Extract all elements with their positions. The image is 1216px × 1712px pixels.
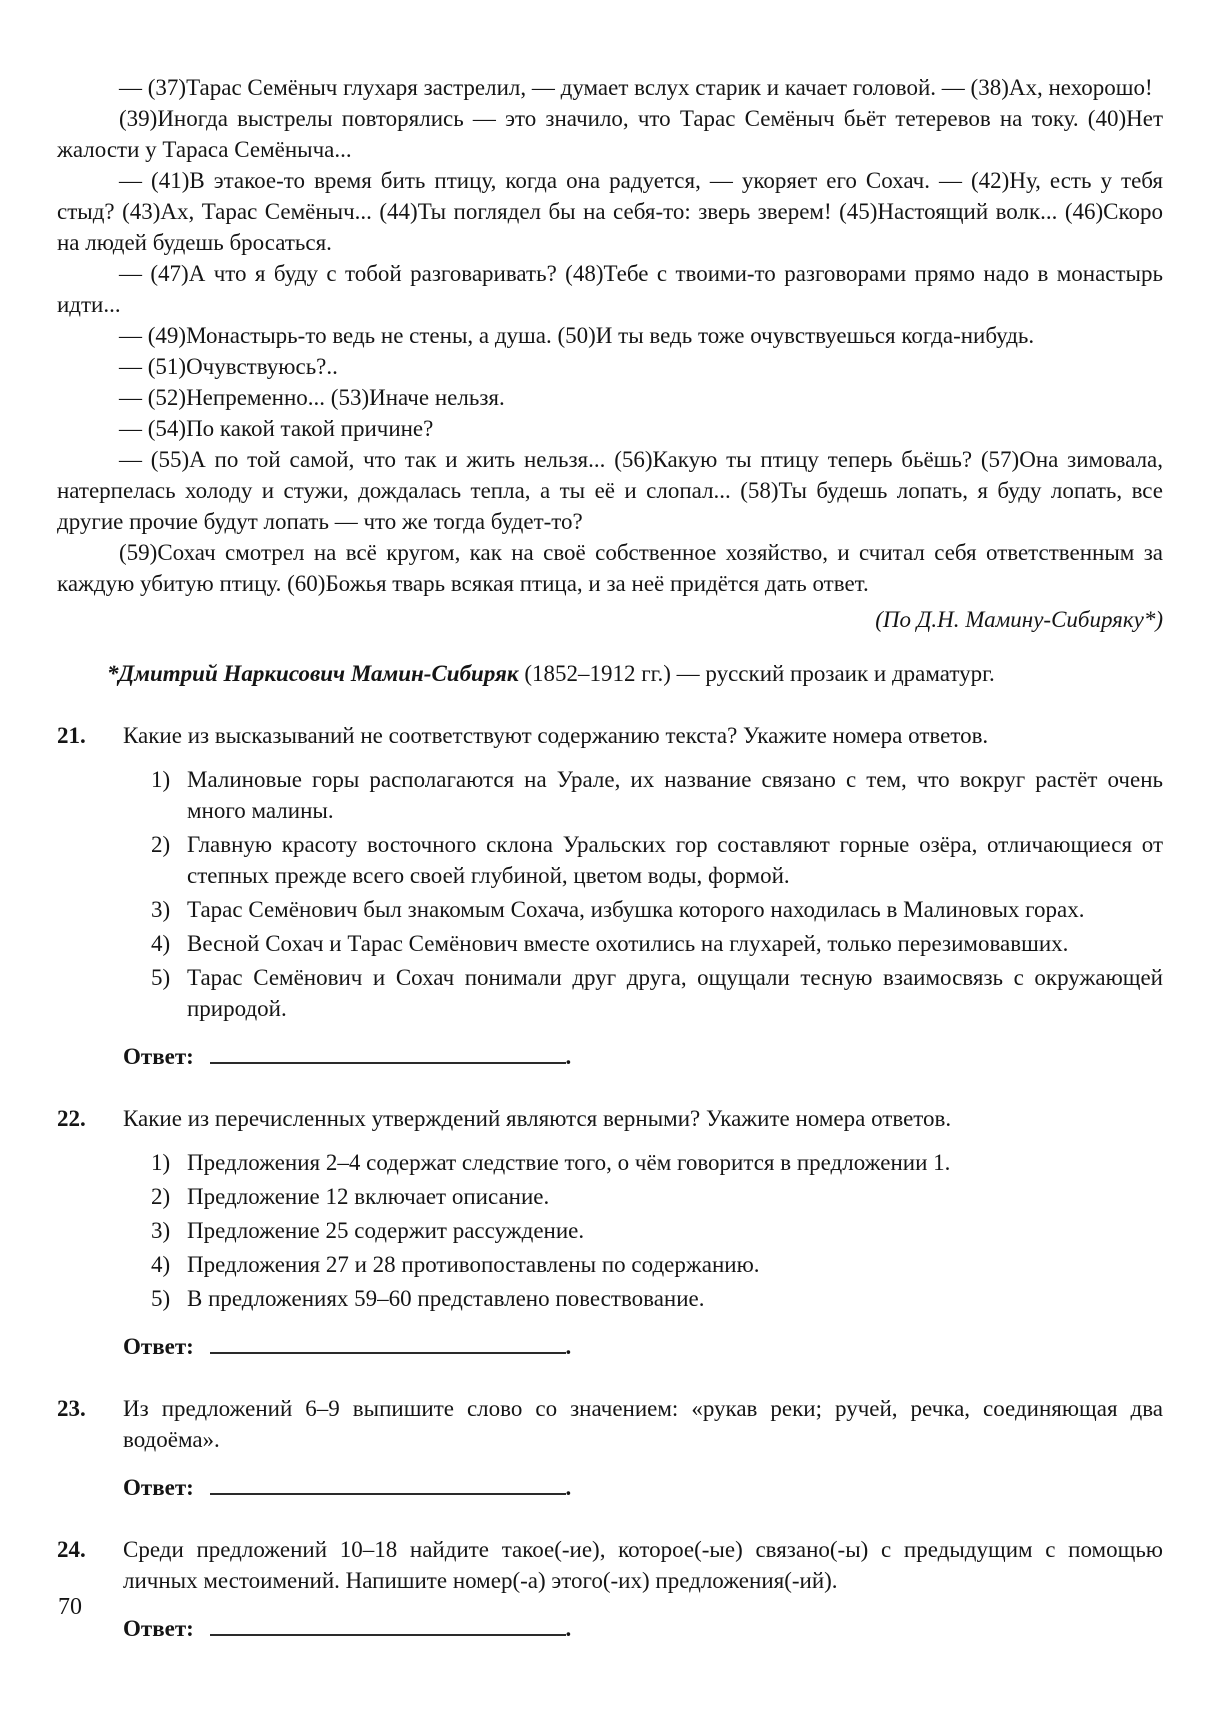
answer-option [123, 894, 1163, 925]
author-footnote [57, 658, 1163, 689]
question-number: 22. [57, 1106, 86, 1131]
question-text: Из предложений 6–9 выпишите слово со значением: «рукав реки; ручей, речка, соединяющая два водоёма». [123, 1396, 1163, 1452]
answer-option [123, 1283, 1163, 1314]
option-text: Предложения 27 и 28 противопоставлены по содержанию. [187, 1252, 760, 1277]
option-text: Главную красоту восточного склона Уральских гор составляют горные озёра, отличающиеся от степных прежде всего своей глубиной, цветом воды, формой. [187, 832, 1163, 888]
passage-paragraph: — (51)Очувствуюсь?.. [119, 354, 338, 379]
answer-row [123, 1613, 1163, 1644]
question-body [123, 1393, 1163, 1503]
passage-paragraph: — (47)А что я буду с тобой разговаривать? (48)Тебе с твоими-то разговорами прямо надо в монастырь идти... [57, 261, 1163, 317]
answer-option [123, 1249, 1163, 1280]
answer-label: Ответ: [123, 1044, 194, 1069]
option-text: В предложениях 59–60 представлено повествование. [187, 1286, 705, 1311]
option-number: 5) [151, 965, 171, 990]
passage-paragraph: — (41)В этакое-то время бить птицу, когда она радуется, — укоряет его Сохач. — (42)Ну, есть у тебя стыд? (43)Ах, Тарас Семёныч... (44)Ты поглядел бы на себя-то: зверь зверем! (45)Настоящий волк... (46)Скоро на людей будешь бросаться. [57, 168, 1163, 255]
option-text: Тарас Семёнович и Сохач понимали друг друга, ощущали тесную взаимосвязь с окружающей природой. [187, 965, 1163, 1021]
answer-blank[interactable] [210, 1473, 566, 1495]
author-attribution: (По Д.Н. Мамину-Сибиряку*) [875, 607, 1163, 632]
answer-label: Ответ: [123, 1616, 194, 1641]
option-number: 2) [151, 1184, 171, 1209]
answer-period: . [565, 1044, 572, 1069]
option-text: Тарас Семёнович был знакомым Сохача, избушка которого находилась в Малиновых горах. [187, 897, 1085, 922]
passage-paragraph: — (52)Непременно... (53)Иначе нельзя. [119, 385, 505, 410]
passage-paragraph: — (55)А по той самой, что так и жить нельзя... (56)Какую ты птицу теперь бьёшь? (57)Она зимовала, натерпелась холоду и стужи, дождалась тепла, а ты её и слопал... (58)Ты будешь лопать, я буду лопать, все другие прочие будут лопать — что же тогда будет-то? [57, 447, 1163, 534]
answer-row [123, 1041, 1163, 1072]
answer-option [123, 829, 1163, 891]
passage-paragraph: (39)Иногда выстрелы повторялись — это значило, что Тарас Семёныч бьёт тетеревов на току. (40)Нет жалости у Тараса Семёныча... [57, 106, 1163, 162]
question-block [57, 1393, 1163, 1503]
answer-blank[interactable] [210, 1614, 566, 1636]
passage-paragraph: (59)Сохач смотрел на всё кругом, как на своё собственное хозяйство, и считал себя ответственным за каждую убитую птицу. (60)Божья тварь всякая птица, и за неё придётся дать ответ. [57, 540, 1163, 596]
questions-section [57, 720, 1163, 1644]
answer-row [123, 1472, 1163, 1503]
option-number: 2) [151, 832, 171, 857]
answer-option [123, 1147, 1163, 1178]
option-text: Весной Сохач и Тарас Семёнович вместе охотились на глухарей, только перезимовавших. [187, 931, 1069, 956]
question-block [57, 1534, 1163, 1644]
option-number: 1) [151, 767, 171, 792]
option-text: Предложения 2–4 содержат следствие того, о чём говорится в предложении 1. [187, 1150, 951, 1175]
answer-period: . [565, 1616, 572, 1641]
answer-period: . [565, 1475, 572, 1500]
option-text: Предложение 25 содержит рассуждение. [187, 1218, 585, 1243]
question-body [123, 1534, 1163, 1644]
answer-blank[interactable] [210, 1042, 566, 1064]
answer-blank[interactable] [210, 1332, 566, 1354]
option-number: 3) [151, 1218, 171, 1243]
question-text: Какие из высказываний не соответствуют содержанию текста? Укажите номера ответов. [123, 723, 989, 748]
question-number: 24. [57, 1537, 86, 1562]
passage-paragraph: — (54)По какой такой причине? [119, 416, 434, 441]
options-list [123, 1147, 1163, 1314]
answer-period: . [565, 1334, 572, 1359]
question-number: 23. [57, 1396, 86, 1421]
question-block [57, 720, 1163, 1072]
footnote-author-description: (1852–1912 гг.) — русский прозаик и драматург. [518, 661, 995, 686]
answer-option [123, 928, 1163, 959]
option-text: Малиновые горы располагаются на Урале, их название связано с тем, что вокруг растёт очень много малины. [187, 767, 1163, 823]
passage-paragraph: — (49)Монастырь-то ведь не стены, а душа. (50)И ты ведь тоже очувствуешься когда-нибудь. [119, 323, 1035, 348]
answer-option [123, 962, 1163, 1024]
question-text: Среди предложений 10–18 найдите такое(-ие), которое(-ые) связано(-ы) с предыдущим с помощью личных местоимений. Напишите номер(-а) этого(-их) предложения(-ий). [123, 1537, 1163, 1593]
answer-row [123, 1331, 1163, 1362]
question-body [123, 1103, 1163, 1362]
option-number: 3) [151, 897, 171, 922]
footnote-author-name: *Дмитрий Наркисович Мамин-Сибиряк [107, 661, 519, 686]
answer-label: Ответ: [123, 1334, 194, 1359]
option-number: 5) [151, 1286, 171, 1311]
question-text: Какие из перечисленных утверждений являются верными? Укажите номера ответов. [123, 1106, 952, 1131]
answer-option [123, 1215, 1163, 1246]
options-list [123, 764, 1163, 1024]
question-number: 21. [57, 723, 86, 748]
option-number: 1) [151, 1150, 171, 1175]
option-text: Предложение 12 включает описание. [187, 1184, 550, 1209]
text-passage [57, 72, 1163, 599]
answer-option [123, 1181, 1163, 1212]
answer-option [123, 764, 1163, 826]
option-number: 4) [151, 1252, 171, 1277]
passage-paragraph: — (37)Тарас Семёныч глухаря застрелил, — думает вслух старик и качает головой. — (38)Ах, нехорошо! [119, 75, 1153, 100]
question-block [57, 1103, 1163, 1362]
page-number: 70 [58, 1594, 82, 1620]
question-body [123, 720, 1163, 1072]
option-number: 4) [151, 931, 171, 956]
answer-label: Ответ: [123, 1475, 194, 1500]
